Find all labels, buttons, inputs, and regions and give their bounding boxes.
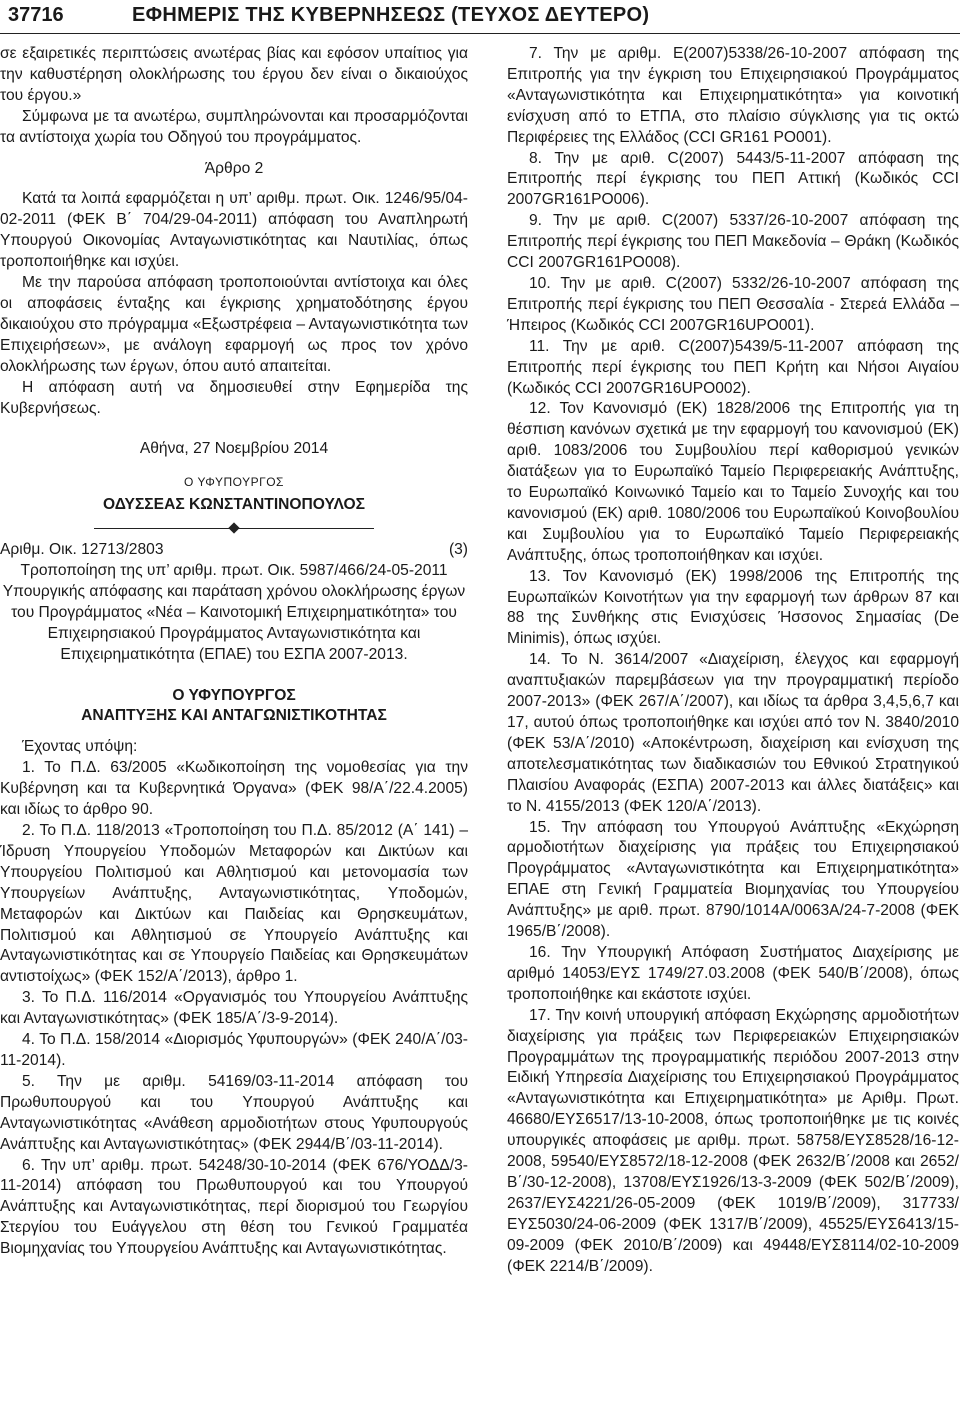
gazette-title: ΕΦΗΜΕΡΙΣ ΤΗΣ ΚΥΒΕΡΝΗΣΕΩΣ (ΤΕΥΧΟΣ ΔΕΥΤΕΡΟ) <box>132 4 650 26</box>
left-column <box>0 44 468 1260</box>
signer-name: ΟΔΥΣΣΕΑΣ ΚΩΝΣΤΑΝΤΙΝΟΠΟΥΛΟΣ <box>103 496 365 514</box>
list-item: 9. Την με αριθ. C(2007) 5337/26-10-2007 απόφαση της Επιτροπής περί έγκρισης του ΠΕΠ Μακεδονία – Θράκη (Κωδικός CCI 2007GR161PO008). <box>507 212 959 272</box>
list-item: 14. Το Ν. 3614/2007 «Διαχείριση, έλεγχος και εφαρμογή αναπτυξιακών παρεμβάσεων για την προγραμματική περίοδο 2007-2013» (ΦΕΚ 267/Α΄/2007), και ιδίως τα άρθρα 3,4,5,6,7 και 17, αυτού όπως τροποποιήθηκε και ισχύει από τον Ν. 3840/2010 (ΦΕΚ 53/Α΄/2010) «Αποκέντρωση, διαχείριση και ενίσχυση της αποτελεσματικότητας των διαδικασιών του Εθνικού Στρατηγικού Πλαισίου Αναφοράς (ΕΣΠΑ) 2007-2013 και άλλες διατάξεις» και το Ν. 4155/2013 (ΦΕΚ 120/Α΄/2013). <box>507 651 959 815</box>
list-item: 7. Την με αριθμ. Ε(2007)5338/26-10-2007 απόφαση της Επιτροπής για την έγκριση του Επιχειρησιακού Προγράμματος «Ανταγωνιστικότητα και Επιχειρηματικότητα» για κοινοτική ενίσχυση από το ΕΤΠΑ, στο πλαίσιο σύγκλισης για τις οκτώ Περιφέρειες της Ελλάδος (CCI GR161 PO001). <box>507 45 959 146</box>
paragraph: Σύμφωνα με τα ανωτέρω, συμπληρώνονται και προσαρμόζονται τα αντίστοιχα χωρία του Οδηγού του προγράμματος. <box>0 107 468 146</box>
decision-number-row <box>0 540 468 561</box>
page-header <box>0 0 960 34</box>
paragraph: Κατά τα λοιπά εφαρμόζεται η υπ’ αριθμ. πρωτ. Οικ. 1246/95/04-02-2011 (ΦΕΚ Β΄ 704/29-04-2011) απόφαση του Αναπληρωτή Υπουργού Οικονομίας Ανταγωνιστικότητας και Ναυτιλίας, όπως τροποποιήθηκε και ισχύει. <box>0 190 468 271</box>
decision-sequence: (3) <box>448 541 468 559</box>
list-item: 3. Το Π.Δ. 116/2014 «Οργανισμός του Υπουργείου Ανάπτυξης και Ανταγωνιστικότητας» (ΦΕΚ 185/Α΄/3-9-2014). <box>0 989 468 1028</box>
list-item: 8. Την με αριθ. C(2007) 5443/5-11-2007 απόφαση της Επιτροπής περί έγκρισης του ΠΕΠ Αττική (Κωδικός CCI 2007GR161PO006). <box>507 149 959 209</box>
paragraph: Με την παρούσα απόφαση τροποποιούνται αντίστοιχα και όλες οι αποφάσεις ένταξης και έγκρισης χρηματοδότησης έργου δικαιούχου στο πρόγραμμα «Εξωστρέφεια – Ανταγωνιστικότητα των Επιχειρήσεων», με ανάλογη εφαρμογή ως προς τον χρόνο ολοκλήρωσης των έργων, όπου αυτό απαιτείται. <box>0 274 468 375</box>
header-rule <box>0 33 960 34</box>
decision-number: Αριθμ. Οικ. 12713/2803 <box>0 541 164 559</box>
list-item: 15. Την απόφαση του Υπουργού Ανάπτυξης «Εκχώρηση αρμοδιοτήτων διαχείρισης για πράξεις του Επιχειρησιακού Προγράμματος «Ανταγωνιστικότητα και Επιχειρηματικότητα» ΕΠΑΕ στη Γενική Γραμματεία Βιομηχανίας του Υπουργείου Ανάπτυξης» με αριθ. πρωτ. 8790/1014Α/0063Α/24-7-2008 (ΦΕΚ 1965/Β΄/2008). <box>507 818 959 941</box>
decision-title: Τροποποίηση της υπ’ αριθμ. πρωτ. Οικ. 5987/466/24-05-2011 Υπουργικής απόφασης και παράταση χρόνου ολοκλήρωσης έργων του Προγράμματος «Νέα – Καινοτομική Επιχειρηματικότητα» του Επιχειρησιακού Προγράμματος Ανταγωνιστικότητα και Επιχειρηματικότητα (ΕΠΑΕ) του ΕΣΠΑ 2007-2013. <box>2 562 466 663</box>
list-item: 6. Την υπ’ αριθμ. πρωτ. 54248/30-10-2014 (ΦΕΚ 676/ΥΟΔΔ/3-11-2014) απόφαση του Πρωθυπουργού και του Υπουργού Ανάπτυξης και Ανταγωνιστικότητας, περί διορισμού του Γεωργίου Στεργίου του Ευάγγελου στη θέση του Γενικού Γραμματέα Βιομηχανίας του Υπουργείου Ανάπτυξης και Ανταγωνιστικότητας. <box>0 1156 468 1258</box>
right-column <box>507 44 959 1277</box>
list-item: 16. Την Υπουργική Απόφαση Συστήματος Διαχείρισης με αριθμό 14053/ΕΥΣ 1749/27.03.2008 (ΦΕΚ 540/Β΄/2008), όπως τροποποιήθηκε και εκάστοτε ισχύει. <box>507 943 959 1003</box>
list-item: 2. Το Π.Δ. 118/2013 «Τροποποίηση του Π.Δ. 85/2012 (Α΄ 141) – Ίδρυση Υπουργείου Υποδομών Μεταφορών και Δικτύων και Υπουργείου Πολιτισμού και Αθλητισμού και μετονομασία των Υπουργείων Ανάπτυξης, Ανταγωνιστικότητας, Υποδομών, Μεταφορών και Δικτύων και Παιδείας και Θρησκευμάτων, Πολιτισμού και Αθλητισμού σε Υπουργείο Ανάπτυξης και Ανταγωνιστικότητας και σε Υπουργείο Παιδείας και Θρησκευμάτων αντιστοίχως» (ΦΕΚ 152/Α΄/2013), άρθρο 1. <box>0 822 468 986</box>
list-item: 1. Το Π.Δ. 63/2005 «Κωδικοποίηση της νομοθεσίας για την Κυβέρνηση και τα Κυβερνητικά Όργανα» (ΦΕΚ 98/Α΄/22.4.2005) και ιδίως το άρθρο 90. <box>0 759 468 819</box>
page-number: 37716 <box>8 4 64 26</box>
signer-role: Ο ΥΦΥΠΟΥΡΓΟΣ <box>184 475 284 490</box>
article-heading: Άρθρο 2 <box>204 159 264 177</box>
authority-line-2: ΑΝΑΠΤΥΞΗΣ ΚΑΙ ΑΝΤΑΓΩΝΙΣΤΙΚΟΤΗΤΑΣ <box>81 707 387 725</box>
list-item: 4. Το Π.Δ. 158/2014 «Διορισμός Υφυπουργών» (ΦΕΚ 240/Α΄/03-11-2014). <box>0 1031 468 1069</box>
having-in-mind: Έχοντας υπόψη: <box>22 738 138 756</box>
list-item: 10. Την με αριθ. C(2007) 5332/26-10-2007 απόφαση της Επιτροπής περί έγκρισης του ΠΕΠ Θεσσαλία - Στερεά Ελλάδα – Ήπειρος (Κωδικός CCI 2007GR16UPO001). <box>507 274 959 334</box>
ornament-divider <box>0 522 468 534</box>
paragraph: σε εξαιρετικές περιπτώσεις ανωτέρας βίας και εφόσον υπαίτιος για την καθυστέρηση ολοκλήρωσης του έργου δεν είναι ο δικαιούχος του έργου.» <box>0 45 468 104</box>
list-item: 13. Τον Κανονισμό (ΕΚ) 1998/2006 της Επιτροπής της Ευρωπαϊκών Κοινοτήτων για την εφαρμογή των άρθρων 87 και 88 της Συνθήκης στις Ενισχύσεις Ήσσονος Σημασίας (De Minimis), όπως ισχύει. <box>507 567 959 648</box>
list-item: 12. Τον Κανονισμό (ΕΚ) 1828/2006 της Επιτροπής για τη θέσπιση κανόνων σχετικά με την εφαρμογή του κανονισμού (ΕΚ) αριθ. 1083/2006 του Συμβουλίου περί καθορισμού γενικών διατάξεων για το Ευρωπαϊκό Ταμείο Περιφερειακής Ανάπτυξης, το Ευρωπαϊκό Κοινωνικό Ταμείο και το Ταμείο Συνοχής και του κανονισμού (ΕΚ) αριθ. 1080/2006 του Ευρωπαϊκού Κοινοβουλίου και Συμβουλίου για το Ευρωπαϊκό Ταμείο Περιφερειακής Ανάπτυξης, όπως τροποποιήθηκαν και ισχύει. <box>507 400 959 564</box>
list-item: 5. Την με αριθμ. 54169/03-11-2014 απόφαση του Πρωθυπουργού και του Υπουργού Ανάπτυξης και Ανταγωνιστικότητας «Ανάθεση αρμοδιοτήτων στους Υφυπουργούς Ανάπτυξης και Ανταγωνιστικότητας» (ΦΕΚ 2944/Β΄/03-11-2014). <box>0 1072 468 1153</box>
paragraph: Η απόφαση αυτή να δημοσιευθεί στην Εφημερίδα της Κυβερνήσεως. <box>0 378 468 417</box>
list-item: 17. Την κοινή υπουργική απόφαση Εκχώρησης αρμοδιοτήτων διαχείρισης για πράξεις των Περιφερειακών Επιχειρησιακών Προγραμμάτων της προγραμματικής περιόδου 2007-2013 στην Ειδική Υπηρεσία Διαχείρισης του Επιχειρησιακού Προγράμματος «Ανταγωνιστικότητα και Επιχειρηματικότητα» με Αριθμ. Πρωτ. 46680/ΕΥΣ6517/13-10-2008, όπως τροποποιήθηκε με τις κοινές υπουργικές αποφάσεις με αριθμ. πρωτ. 58758/ΕΥΣ8528/16-12-2008, 59540/ΕΥΣ8572/18-12-2008 (ΦΕΚ 2632/Β΄/2008 και 2652/Β΄/30-12-2008), 13708/ΕΥΣ1926/13-3-2009 (ΦΕΚ 502/Β΄/2009), 2637/ΕΥΣ4221/26-05-2009 (ΦΕΚ 1019/Β΄/2009), 317733/ΕΥΣ5030/24-06-2009 (ΦΕΚ 1317/Β΄/2009), 45525/ΕΥΣ6413/15-09-2009 (ΦΕΚ 2010/Β΄/2009) και 49448/ΕΥΣ8114/02-10-2009 (ΦΕΚ 2214/Β΄/2009). <box>507 1006 959 1275</box>
authority-line-1: Ο ΥΦΥΠΟΥΡΓΟΣ <box>172 686 296 704</box>
date-place: Αθήνα, 27 Νοεμβρίου 2014 <box>139 440 329 458</box>
list-item: 11. Την με αριθ. C(2007)5439/5-11-2007 απόφαση της Επιτροπής περί έγκρισης του ΠΕΠ Κρήτη και Νήσοι Αιγαίου (Κωδικός CCI 2007GR16UPO002). <box>507 337 959 397</box>
